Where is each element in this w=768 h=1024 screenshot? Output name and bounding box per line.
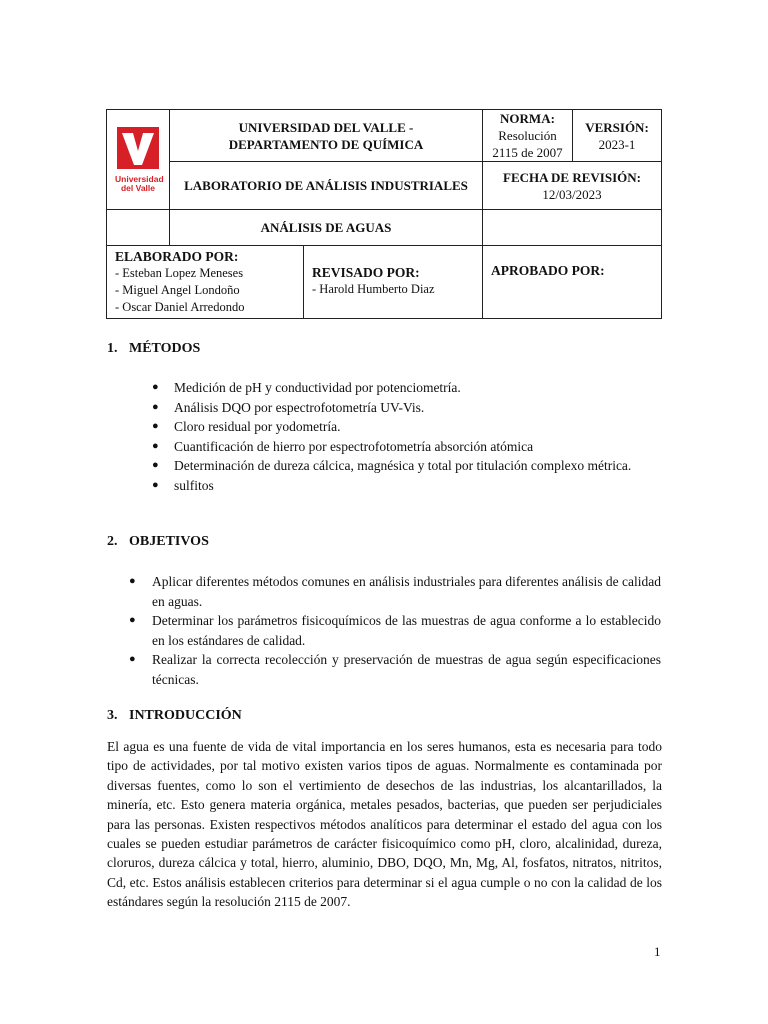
author-name: - Miguel Angel Londoño bbox=[115, 283, 240, 297]
section-number: 1. bbox=[107, 341, 118, 356]
logo-text-line2: del Valle bbox=[120, 182, 156, 193]
document-title: ANÁLISIS DE AGUAS bbox=[260, 220, 392, 235]
reviewer-name: - Harold Humberto Diaz bbox=[312, 282, 435, 296]
list-item bbox=[129, 650, 661, 689]
section-heading-objetivos bbox=[107, 534, 209, 550]
section-title: OBJETIVOS bbox=[129, 534, 209, 549]
section-title: MÉTODOS bbox=[129, 341, 201, 356]
list-item bbox=[152, 476, 660, 496]
logo-cell bbox=[107, 110, 170, 210]
empty-cell bbox=[107, 210, 170, 246]
aprobado-cell bbox=[483, 246, 662, 319]
list-item-text: Cloro residual por yodometría. bbox=[174, 419, 341, 434]
empty-cell bbox=[483, 210, 662, 246]
list-item-text: Cuantificación de hierro por espectrofotometría absorción atómica bbox=[174, 438, 534, 454]
section-number: 2. bbox=[107, 534, 118, 549]
revisado-cell bbox=[304, 246, 483, 319]
bullet-icon: ● bbox=[152, 381, 159, 393]
bullet-icon: ● bbox=[152, 400, 159, 413]
revision-date: 12/03/2023 bbox=[542, 186, 602, 202]
objetivos-list bbox=[129, 572, 661, 689]
bullet-icon: ● bbox=[152, 459, 159, 471]
list-item bbox=[152, 456, 660, 476]
norma-label: NORMA: bbox=[500, 111, 555, 126]
author-name: - Esteban Lopez Meneses bbox=[115, 266, 244, 280]
list-item bbox=[152, 398, 660, 418]
norma-value-line2: 2115 de 2007 bbox=[492, 145, 563, 160]
bullet-icon: ● bbox=[129, 575, 136, 587]
department-name: DEPARTAMENTO DE QUÍMICA bbox=[228, 136, 424, 152]
author-name: - Oscar Daniel Arredondo bbox=[115, 300, 245, 314]
revisado-label: REVISADO POR: bbox=[312, 265, 420, 280]
norma-cell bbox=[483, 110, 573, 162]
bullet-icon: ● bbox=[152, 478, 159, 491]
introduction-paragraph: El agua es una fuente de vida de vital importancia en los seres humanos, esta es necesaria para todo tipo de actividades, por tal motivo existen varios tipos de aguas. Normalmente es contaminada por diversas fuentes, como lo son el vertimiento de desechos de las industrias, los alcantarillados, la minería, etc. Esto genera materia orgánica, metales pesados, bacterias, que pueden ser perjudiciales para las personas. Existen respectivos métodos analíticos para determinar el estado del agua con los cuales se pueden estudiar parámetros de carácter fisicoquímico como pH, cloro, alcalinidad, dureza, cloruros, dureza cálcica y total, hierro, aluminio, DBO, DQO, Mn, Mg, Al, fosfatos, nitratos, nitritos, Cd, etc. Estos análisis establecen criterios para determinar si el agua cumple o no con la calidad de los estándares según la resolución 2115 de 2007. bbox=[107, 739, 662, 910]
title-cell bbox=[170, 210, 483, 246]
list-item-text: Determinar los parámetros fisicoquímicos de las muestras de agua conforme a lo establecido en los estándares de calidad. bbox=[152, 613, 661, 648]
elaborado-cell bbox=[107, 246, 304, 319]
section-number: 3. bbox=[107, 708, 118, 723]
bullet-icon: ● bbox=[152, 420, 159, 432]
universidad-del-valle-logo bbox=[115, 125, 164, 193]
list-item-text: sulfitos bbox=[174, 477, 214, 493]
metodos-list bbox=[152, 378, 660, 495]
lab-cell bbox=[170, 162, 483, 210]
section-heading-introduccion bbox=[107, 708, 242, 724]
section-title: INTRODUCCIÓN bbox=[129, 708, 242, 723]
list-item-text: Determinación de dureza cálcica, magnésica y total por titulación complexo métrica. bbox=[174, 458, 632, 473]
elaborado-label: ELABORADO POR: bbox=[115, 249, 239, 264]
revision-cell bbox=[483, 162, 662, 210]
list-item bbox=[152, 417, 660, 437]
revision-label: FECHA DE REVISIÓN: bbox=[503, 169, 641, 185]
university-cell bbox=[170, 110, 483, 162]
aprobado-label: APROBADO POR: bbox=[491, 263, 605, 278]
version-value: 2023-1 bbox=[598, 136, 636, 152]
page-number: 1 bbox=[654, 944, 661, 959]
list-item-text: Aplicar diferentes métodos comunes en análisis industriales para diferentes análisis de calidad en aguas. bbox=[152, 574, 661, 609]
list-item bbox=[129, 572, 661, 611]
version-label: VERSIÓN: bbox=[585, 119, 649, 135]
bullet-icon: ● bbox=[129, 653, 136, 665]
bullet-icon: ● bbox=[152, 439, 159, 452]
list-item bbox=[152, 378, 660, 398]
norma-value-line1: Resolución bbox=[498, 128, 557, 143]
list-item bbox=[129, 611, 661, 650]
university-name: UNIVERSIDAD DEL VALLE - bbox=[238, 119, 414, 135]
list-item bbox=[152, 437, 660, 457]
bullet-icon: ● bbox=[129, 614, 136, 626]
document-header-table bbox=[106, 109, 662, 319]
list-item-text: Análisis DQO por espectrofotometría UV-Vis. bbox=[174, 399, 425, 415]
section-heading-metodos bbox=[107, 341, 200, 357]
list-item-text: Realizar la correcta recolección y preservación de muestras de agua según especificaciones técnicas. bbox=[152, 652, 661, 687]
version-cell bbox=[573, 110, 662, 162]
logo-text bbox=[115, 173, 164, 193]
logo-emblem-icon bbox=[115, 125, 161, 171]
list-item-text: Medición de pH y conductividad por potenciometría. bbox=[174, 380, 461, 395]
lab-name: LABORATORIO DE ANÁLISIS INDUSTRIALES bbox=[184, 178, 468, 193]
logo-text-line1: Universidad bbox=[115, 173, 164, 184]
